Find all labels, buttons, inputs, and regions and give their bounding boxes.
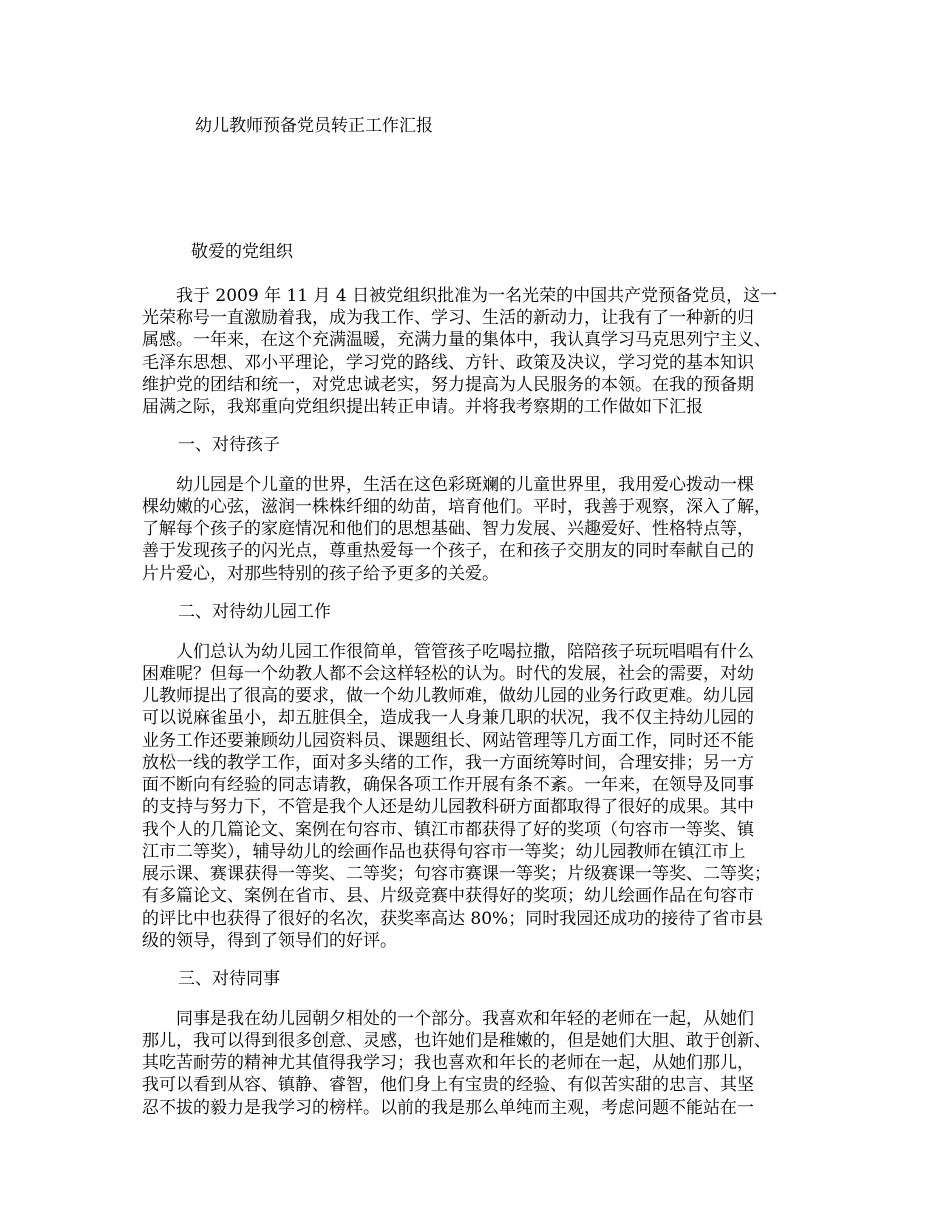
paragraph-line: 了解每个孩子的家庭情况和他们的思想基础、智力发展、兴趣爱好、性格特点等， [142, 519, 754, 539]
paragraph-line: 那儿，我可以得到很多创意、灵感，也许她们是稚嫩的，但是她们大胆、敢于创新、 [142, 1031, 771, 1051]
paragraph-line: 展示课、赛课获得一等奖、二等奖；句容市赛课一等奖；片级赛课一等奖、二等奖； [142, 864, 771, 884]
paragraph-line: 片片爱心，对那些特别的孩子给予更多的关爱。 [142, 564, 499, 584]
intro-line: 维护党的团结和统一，对党忠诚老实，努力提高为人民服务的本领。在我的预备期 [142, 375, 754, 395]
paragraph-line: 可以说麻雀虽小，却五脏俱全，造成我一人身兼几职的状况，我不仅主持幼儿园的 [142, 708, 754, 728]
paragraph-line: 江市二等奖），辅导幼儿的绘画作品也获得句容市一等奖；幼儿园教师在镇江市上 [142, 842, 746, 862]
paragraph-line: 人们总认为幼儿园工作很简单，管管孩子吃喝拉撒，陪陪孩子玩玩唱唱有什么 [142, 642, 754, 662]
intro-line: 光荣称号一直激励着我，成为我工作、学习、生活的新动力，让我有了一种新的归 [142, 308, 754, 328]
salutation: 敬爱的党组织 [191, 242, 293, 262]
intro-line: 届满之际，我郑重向党组织提出转正申请。并将我考察期的工作做如下汇报 [142, 397, 703, 417]
intro-line: 我于 2009 年 11 月 4 日被党组织批准为一名光荣的中国共产党预备党员，这一 [142, 286, 778, 306]
paragraph-line: 忍不拔的毅力是我学习的榜样。以前的我是那么单纯而主观，考虑问题不能站在一 [142, 1098, 754, 1118]
paragraph-line: 级的领导，得到了领导们的好评。 [142, 931, 397, 951]
paragraph-line: 我可以看到从容、镇静、睿智，他们身上有宝贵的经验、有似苦实甜的忠言、其坚 [142, 1075, 754, 1095]
document-title: 幼儿教师预备党员转正工作汇报 [195, 116, 433, 136]
intro-line: 毛泽东思想、邓小平理论，学习党的路线、方针、政策及决议，学习党的基本知识 [142, 353, 754, 373]
section-heading: 二、对待幼儿园工作 [178, 602, 331, 622]
section-heading: 三、对待同事 [178, 969, 280, 989]
paragraph-line: 面不断向有经验的同志请教，确保各项工作开展有条不紊。一年来，在领导及同事 [142, 775, 754, 795]
paragraph-line: 同事是我在幼儿园朝夕相处的一个部分。我喜欢和年轻的老师在一起，从她们 [142, 1009, 754, 1029]
paragraph-line: 的评比中也获得了很好的名次，获奖率高达 80%；同时我园还成功的接待了省市县 [142, 909, 764, 929]
paragraph-line: 我个人的几篇论文、案例在句容市、镇江市都获得了好的奖项（句容市一等奖、镇 [142, 820, 754, 840]
paragraph-line: 业务工作还要兼顾幼儿园资料员、课题组长、网站管理等几方面工作，同时还不能 [142, 731, 754, 751]
paragraph-line: 困难呢？但每一个幼教人都不会这样轻松的认为。时代的发展，社会的需要，对幼 [142, 664, 754, 684]
paragraph-line: 幼儿园是个儿童的世界，生活在这色彩斑斓的儿童世界里，我用爱心拨动一棵 [142, 475, 754, 495]
paragraph-line: 善于发现孩子的闪光点，尊重热爱每一个孩子，在和孩子交朋友的同时奉献自己的 [142, 541, 754, 561]
paragraph-line: 棵幼嫩的心弦，滋润一株株纤细的幼苗，培育他们。平时，我善于观察，深入了解， [142, 497, 771, 517]
paragraph-line: 其吃苦耐劳的精神尤其值得我学习；我也喜欢和年长的老师在一起，从她们那儿， [142, 1053, 754, 1073]
paragraph-line: 儿教师提出了很高的要求，做一个幼儿教师难，做幼儿园的业务行政更难。幼儿园 [142, 686, 754, 706]
paragraph-line: 有多篇论文、案例在省市、县、片级竞赛中获得好的奖项；幼儿绘画作品在句容市 [142, 886, 754, 906]
paragraph-line: 的支持与努力下，不管是我个人还是幼儿园教科研方面都取得了很好的成果。其中 [142, 797, 754, 817]
paragraph-line: 放松一线的教学工作，面对多头绪的工作，我一方面统筹时间，合理安排；另一方 [142, 753, 754, 773]
intro-line: 属感。一年来，在这个充满温暖，充满力量的集体中，我认真学习马克思列宁主义、 [142, 330, 771, 350]
section-heading: 一、对待孩子 [178, 435, 280, 455]
